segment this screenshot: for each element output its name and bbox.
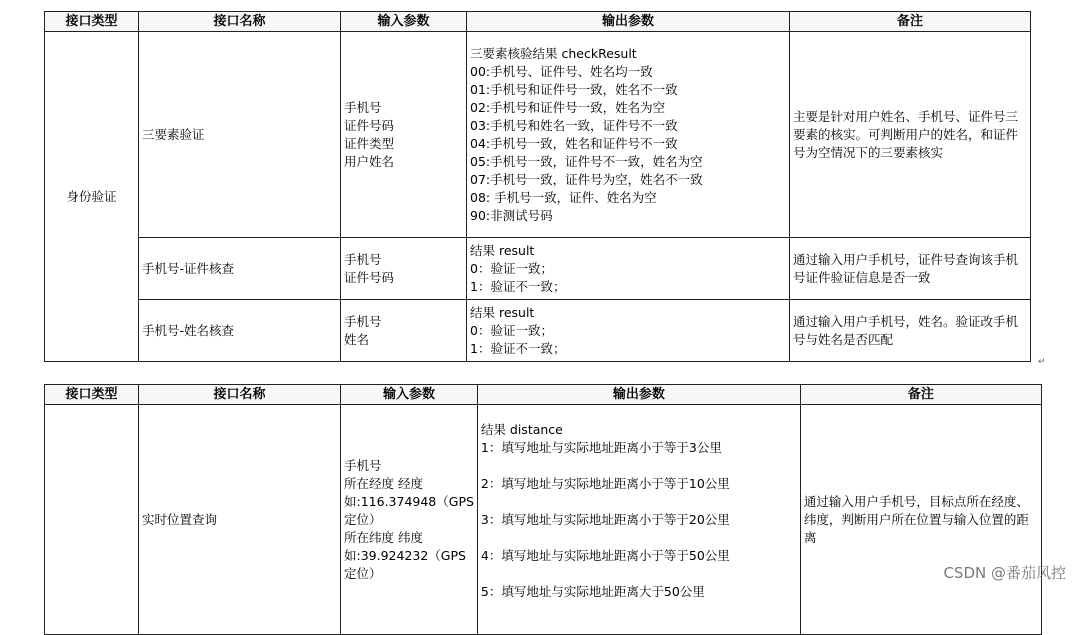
- header-output-params: 输出参数: [477, 385, 800, 405]
- cell-line: 用户姓名: [344, 153, 395, 169]
- output-params-cell: [477, 405, 800, 635]
- cell-line: 证件号码: [344, 269, 395, 285]
- identity-verification-table: [44, 11, 1031, 362]
- api-name-cell: 手机号-证件核查: [139, 238, 341, 300]
- input-params-cell: [341, 238, 467, 300]
- table-row: [45, 300, 1031, 362]
- cell-line: 手机号: [344, 457, 382, 473]
- output-params-cell: [467, 300, 790, 362]
- table-row: [45, 238, 1031, 300]
- cell-line: 00:手机号、证件号、姓名均一致: [470, 63, 653, 79]
- csdn-watermark: CSDN @番茄风控: [943, 564, 1066, 582]
- cell-line: 08: 手机号一致，证件、姓名为空: [470, 189, 657, 205]
- cell-line: 1：填写地址与实际地址距离小于等于3公里: [480, 439, 722, 455]
- header-output-params: 输出参数: [467, 12, 790, 32]
- header-input-params: 输入参数: [341, 385, 478, 405]
- cell-line: 04:手机号一致，姓名和证件号不一致: [470, 135, 678, 151]
- api-type-cell: 身份验证: [45, 32, 139, 362]
- header-remarks: 备注: [800, 385, 1041, 405]
- header-api-name: 接口名称: [139, 12, 341, 32]
- output-params-cell: [467, 238, 790, 300]
- cell-line: 90:非测试号码: [470, 207, 553, 223]
- cell-line: 07:手机号一致，证件号为空，姓名不一致: [470, 171, 703, 187]
- api-type-cell: [45, 405, 139, 635]
- cell-line: 定位）: [344, 511, 382, 527]
- cell-line: 1：验证不一致；: [470, 340, 566, 356]
- cell-line: 三要素核验结果 checkResult: [470, 45, 637, 61]
- cell-line: 5：填写地址与实际地址距离大于50公里: [480, 583, 705, 599]
- cell-line: 手机号: [344, 251, 382, 267]
- cell-line: 所在经度 经度: [344, 475, 423, 491]
- paragraph-mark: ↵: [1038, 357, 1046, 367]
- api-name-cell: 实时位置查询: [139, 405, 341, 635]
- input-params-cell: [341, 300, 467, 362]
- table-header-row: [45, 385, 1042, 405]
- cell-line: 结果 result: [470, 242, 535, 258]
- header-remarks: 备注: [790, 12, 1031, 32]
- cell-line: 手机号: [344, 99, 382, 115]
- output-params-cell: [467, 32, 790, 238]
- location-query-table: [44, 384, 1042, 635]
- cell-line: 如:116.374948（GPS: [344, 493, 474, 509]
- header-api-type: 接口类型: [45, 385, 139, 405]
- cell-line: 2：填写地址与实际地址距离小于等于10公里: [480, 475, 730, 491]
- cell-line: 1：验证不一致；: [470, 278, 566, 294]
- api-name-cell: 三要素验证: [139, 32, 341, 238]
- table-row: [45, 405, 1042, 635]
- cell-line: 4：填写地址与实际地址距离小于等于50公里: [480, 547, 730, 563]
- header-api-type: 接口类型: [45, 12, 139, 32]
- cell-line: 如:39.924232（GPS: [344, 547, 466, 563]
- cell-line: 姓名: [344, 331, 370, 347]
- cell-line: 结果 result: [470, 304, 535, 320]
- remarks-cell: 通过输入用户手机号，证件号查询该手机号证件验证信息是否一致: [790, 238, 1031, 300]
- cell-line: 证件号码: [344, 117, 395, 133]
- input-params-cell: [341, 32, 467, 238]
- cell-line: 3：填写地址与实际地址距离小于等于20公里: [480, 511, 730, 527]
- cell-line: 05:手机号一致，证件号不一致，姓名为空: [470, 153, 703, 169]
- cell-line: 所在纬度 纬度: [344, 529, 423, 545]
- cell-line: 结果 distance: [480, 421, 563, 437]
- remarks-cell: 主要是针对用户姓名、手机号、证件号三要素的核实。可判断用户的姓名，和证件号为空情况下的三要素核实: [790, 32, 1031, 238]
- remarks-cell: 通过输入用户手机号，目标点所在经度、纬度，判断用户所在位置与输入位置的距离: [800, 405, 1041, 635]
- api-name-cell: 手机号-姓名核查: [139, 300, 341, 362]
- header-input-params: 输入参数: [341, 12, 467, 32]
- cell-line: 0：验证一致；: [470, 322, 553, 338]
- cell-line: 03:手机号和姓名一致，证件号不一致: [470, 117, 678, 133]
- cell-line: 01:手机号和证件号一致，姓名不一致: [470, 81, 678, 97]
- table-row: [45, 32, 1031, 238]
- cell-line: 定位）: [344, 565, 382, 581]
- cell-line: 证件类型: [344, 135, 395, 151]
- cell-line: 02:手机号和证件号一致，姓名为空: [470, 99, 666, 115]
- cell-line: 手机号: [344, 313, 382, 329]
- table-header-row: [45, 12, 1031, 32]
- header-api-name: 接口名称: [139, 385, 341, 405]
- input-params-cell: [341, 405, 478, 635]
- remarks-cell: 通过输入用户手机号，姓名。验证改手机号与姓名是否匹配: [790, 300, 1031, 362]
- cell-line: 0：验证一致；: [470, 260, 553, 276]
